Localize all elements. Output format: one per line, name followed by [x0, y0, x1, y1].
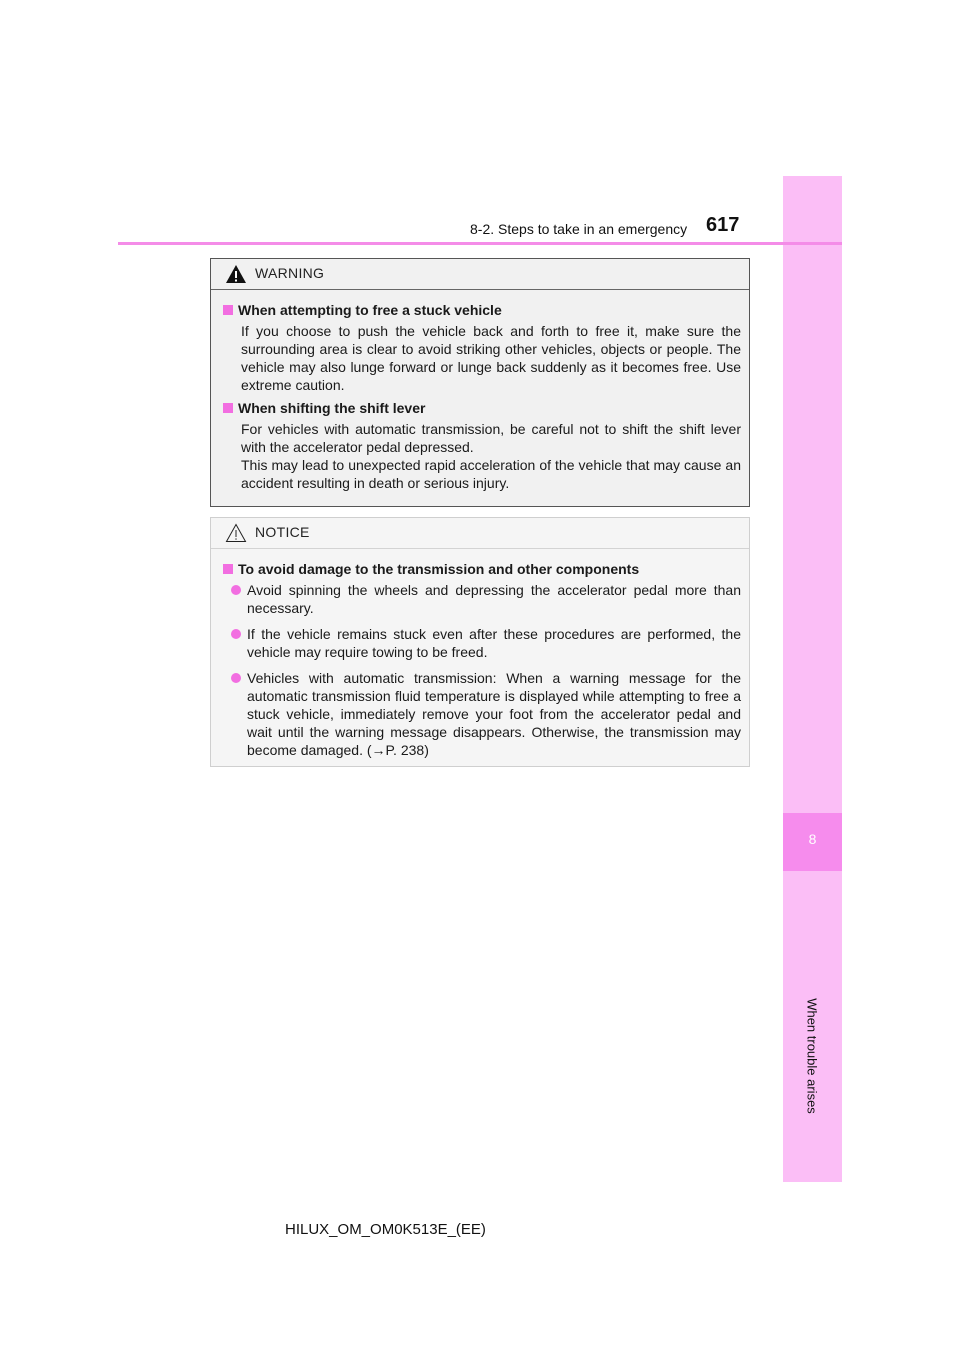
notice-bullet-text: If the vehicle remains stuck even after these procedures are performed, the vehicle may require towing to be freed.	[247, 626, 741, 660]
round-bullet-icon	[231, 629, 241, 639]
notice-bullet-text: Avoid spinning the wheels and depressing the accelerator pedal more than necessary.	[247, 582, 741, 616]
notice-label: NOTICE	[255, 524, 310, 540]
section-title: 8-2. Steps to take in an emergency	[470, 221, 688, 237]
warning-item-paragraph: For vehicles with automatic transmission, be careful not to shift the shift lever with the accelerator pedal depressed.	[241, 421, 741, 455]
square-bullet-icon	[223, 305, 233, 315]
warning-header	[211, 259, 749, 290]
chapter-number: 8	[808, 831, 817, 847]
round-bullet-icon	[231, 585, 241, 595]
warning-box	[210, 258, 750, 507]
notice-bullet	[231, 581, 741, 617]
notice-body	[211, 549, 749, 759]
notice-bullet-text: Vehicles with automatic transmission: When a warning message for the automatic transmission fluid temperature is displayed while attempting to free a stuck vehicle, immediately remove your foot from the accelerator pedal and wait until the warning message disappears. Otherwise, the transmission may become damaged. (→P. 238)	[247, 670, 741, 758]
warning-body	[211, 290, 749, 492]
notice-header	[211, 518, 749, 549]
notice-box	[210, 517, 750, 767]
caution-triangle-icon	[225, 523, 247, 543]
warning-item-title	[223, 302, 741, 318]
warning-item-title-text: When shifting the shift lever	[238, 400, 426, 416]
warning-item-title	[223, 400, 741, 416]
notice-bullet	[231, 669, 741, 759]
warning-item-paragraph: This may lead to unexpected rapid acceleration of the vehicle that may cause an accident resulting in death or serious injury.	[241, 457, 741, 491]
square-bullet-icon	[223, 403, 233, 413]
warning-item-paragraph: If you choose to push the vehicle back and forth to free it, make sure the surrounding area is clear to avoid striking other vehicles, objects or people. The vehicle may also lunge forward or lunge back suddenly as it becomes free. Use extreme caution.	[241, 323, 741, 393]
square-bullet-icon	[223, 564, 233, 574]
chapter-side-tab	[783, 176, 842, 1182]
notice-item-title-text: To avoid damage to the transmission and other components	[238, 561, 640, 577]
notice-item-title	[223, 561, 741, 577]
notice-bullet	[231, 625, 741, 661]
document-code: HILUX_OM_OM0K513E_(EE)	[285, 1221, 486, 1238]
warning-triangle-icon	[225, 264, 247, 284]
round-bullet-icon	[231, 673, 241, 683]
page-number: 617	[706, 214, 740, 236]
header-divider	[118, 242, 842, 245]
warning-item-title-text: When attempting to free a stuck vehicle	[238, 302, 502, 318]
warning-label: WARNING	[255, 265, 325, 281]
chapter-title: When trouble arises	[804, 998, 820, 1114]
